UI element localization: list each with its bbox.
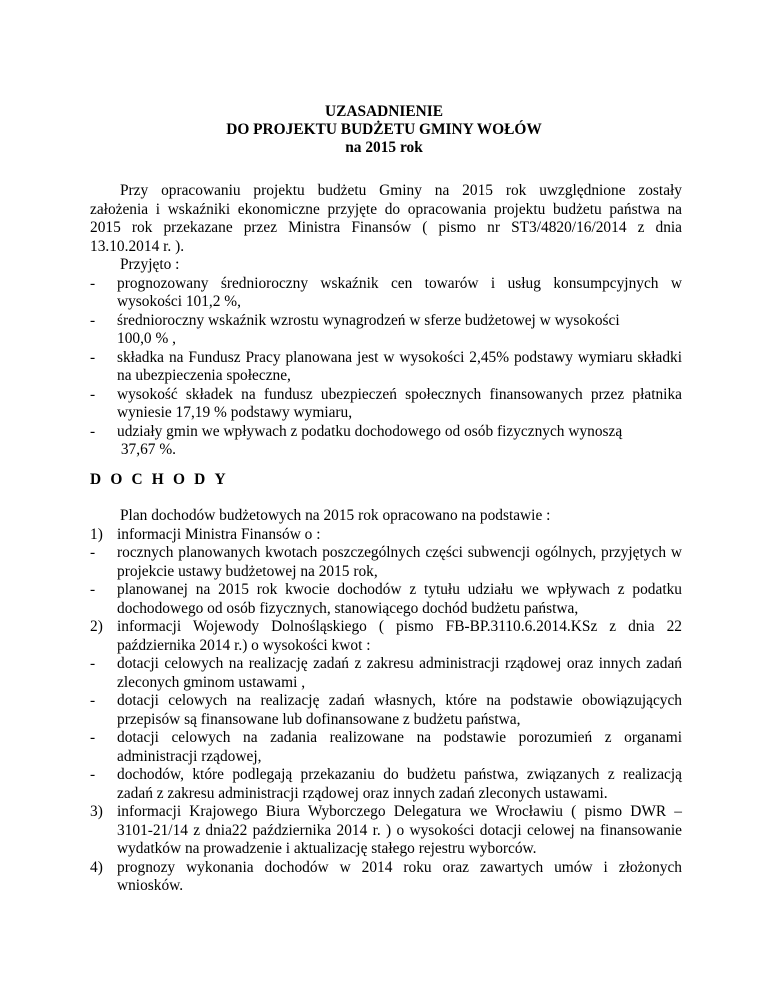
income-marker: 4): [90, 858, 103, 876]
income-10-line-2: wniosków.: [117, 877, 184, 894]
assumption-2-line-1: średnioroczny wskaźnik wzrostu wynagrodzeń w sferze budżetowej w wysokości: [117, 311, 620, 329]
intro-line-3: 2015 rok przekazane przez Ministra Finansów ( pismo nr ST3/4820/16/2014 z dnia: [90, 219, 682, 236]
assumption-4-line-2: wyniesie 17,19 % podstawy wymiaru,: [117, 404, 353, 421]
income-9-line-2: 3101-21/14 z dnia22 października 2014 r. ) o wysokości dotacji celowej na finansowanie: [117, 821, 682, 839]
assumption-1-line-1: prognozowany średnioroczny wskaźnik cen towarów i usług konsumpcyjnych w: [117, 274, 682, 292]
income-7-line-1: dotacji celowych na zadania realizowane na podstawie porozumień z organami: [117, 729, 682, 746]
assumption-5-line-1: udziały gmin we wpływach z podatku dochodowego od osób fizycznych wynoszą: [117, 422, 623, 440]
assumption-marker: -: [90, 348, 96, 366]
intro-line-2: założenia i wskaźniki ekonomiczne przyjęte do opracowania projektu budżetu państwa na: [90, 200, 682, 218]
income-4-line-2: października 2014 r.) o wysokości kwot :: [117, 636, 371, 654]
income-marker: -: [90, 766, 96, 783]
income-3-line-1: planowanej na 2015 rok kwocie dochodów z tytułu udziału we wpływach z podatku: [117, 581, 682, 598]
assumption-3-line-1: składka na Fundusz Pracy planowana jest w wysokości 2,45% podstawy wymiaru składki: [117, 348, 682, 366]
title-line-3: na 2015 rok: [345, 139, 423, 156]
income-3-line-2: dochodowego od osób fizycznych, stanowiącego dochód budżetu państwa,: [117, 599, 579, 617]
assumption-marker: -: [90, 274, 96, 292]
section-heading-dochody: DOCHODY: [90, 471, 235, 488]
income-1-line-1: informacji Ministra Finansów o :: [117, 525, 321, 543]
income-8-line-2: zadań z zakresu administracji rządowej oraz innych zadań zleconych ustawami.: [117, 784, 608, 802]
income-marker: 3): [90, 803, 103, 820]
przyjeto-label: Przyjęto :: [120, 256, 180, 273]
income-9-line-3: wydatków na prowadzenie i aktualizację stałego rejestru wyborców.: [117, 840, 537, 857]
income-2-line-2: projekcie ustawy budżetowej na 2015 rok,: [117, 562, 378, 580]
income-10-line-1: prognozy wykonania dochodów w 2014 roku oraz zawartych umów i złożonych: [117, 858, 682, 876]
assumption-5-line-2: 37,67 %.: [117, 441, 176, 458]
intro-line-4: 13.10.2014 r. ).: [90, 237, 185, 255]
income-5-line-2: zleconych gminom ustawami ,: [117, 673, 306, 691]
assumption-marker: -: [90, 422, 96, 440]
income-marker: -: [90, 692, 96, 709]
assumption-2-line-2: 100,0 % ,: [117, 330, 176, 347]
assumption-marker: -: [90, 385, 96, 403]
income-8-line-1: dochodów, które podlegają przekazaniu do budżetu państwa, związanych z realizacją: [117, 766, 682, 783]
income-marker: -: [90, 729, 96, 746]
income-intro: Plan dochodów budżetowych na 2015 rok opracowano na podstawie :: [120, 507, 551, 524]
income-marker: -: [90, 544, 96, 561]
income-9-line-1: informacji Krajowego Biura Wyborczego Delegatura we Wrocławiu ( pismo DWR –: [117, 803, 682, 820]
income-2-line-1: rocznych planowanych kwotach poszczególnych części subwencji ogólnych, przyjętych w: [117, 544, 682, 561]
income-5-line-1: dotacji celowych na realizację zadań z zakresu administracji rządowej oraz innych zadań: [117, 655, 682, 672]
assumption-1-line-2: wysokości 101,2 %,: [117, 293, 241, 310]
income-marker: -: [90, 655, 96, 672]
intro-line-1: Przy opracowaniu projektu budżetu Gminy na 2015 rok uwzględnione zostały: [120, 182, 682, 199]
income-marker: 2): [90, 618, 103, 635]
income-4-line-1: informacji Wojewody Dolnośląskiego ( pismo FB-BP.3110.6.2014.KSz z dnia 22: [117, 618, 682, 635]
income-marker: -: [90, 581, 96, 598]
title-line-1: UZASADNIENIE: [324, 103, 444, 120]
assumption-marker: -: [90, 311, 96, 329]
assumption-3-line-2: na ubezpieczenia społeczne,: [117, 367, 291, 384]
title-line-2: DO PROJEKTU BUDŻETU GMINY WOŁÓW: [226, 121, 542, 138]
assumption-4-line-1: wysokość składek na fundusz ubezpieczeń społecznych finansowanych przez płatnika: [117, 385, 682, 403]
income-6-line-1: dotacji celowych na realizację zadań własnych, które na podstawie obowiązujących: [117, 692, 682, 709]
income-marker: 1): [90, 525, 103, 543]
income-7-line-2: administracji rządowej,: [117, 747, 262, 765]
income-6-line-2: przepisów są finansowane lub dofinansowane z budżetu państwa,: [117, 710, 521, 728]
